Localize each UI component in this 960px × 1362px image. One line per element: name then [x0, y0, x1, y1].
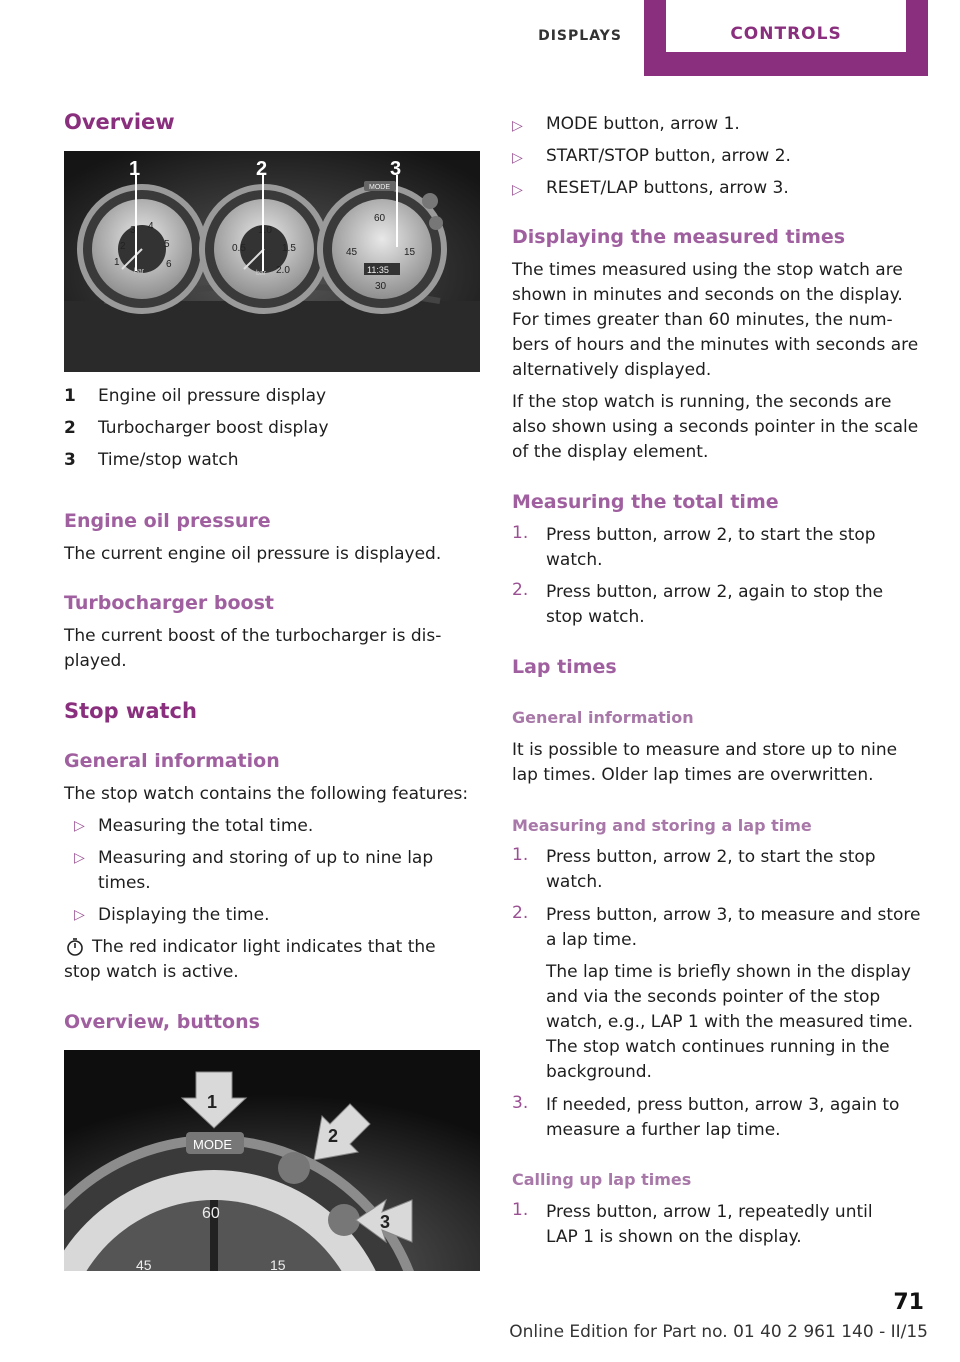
arrow-label-1: 1: [207, 1092, 218, 1112]
gauge3-tick: 30: [375, 281, 387, 292]
gauge2-unit: bar: [256, 270, 267, 277]
gauge1-tick: 3: [130, 225, 136, 236]
buttons-heading: Overview, buttons: [64, 1011, 260, 1033]
turbo-text-line: played.: [64, 651, 127, 671]
gauge3-time: 11:35: [367, 265, 389, 275]
overview-heading: Overview: [64, 110, 175, 134]
mode-label: MODE: [369, 184, 390, 191]
lap-general-heading: General information: [512, 708, 694, 727]
bullet-icon: ▷: [512, 182, 523, 198]
gauge1-tick: 6: [166, 259, 172, 270]
step-number: 2.: [512, 580, 529, 600]
feature-item: Displaying the time.: [98, 905, 270, 925]
note-line: and via the seconds pointer of the stop: [546, 987, 881, 1007]
step-line: a lap time.: [546, 930, 637, 950]
step-number: 1.: [512, 845, 529, 865]
gauge2-tick: 1.5: [282, 243, 296, 254]
gauge3-tick: 60: [374, 213, 386, 224]
stopwatch-icon: [66, 937, 84, 961]
arrow-label-3: 3: [380, 1212, 391, 1232]
tab-displays[interactable]: DISPLAYS: [516, 0, 644, 76]
figure-label-2: 2: [256, 158, 268, 180]
gauge1-tick: 5: [164, 239, 170, 250]
tab-controls-label: CONTROLS: [666, 0, 906, 52]
note-line: The stop watch continues running in the: [546, 1037, 890, 1057]
indicator-text-line: stop watch is active.: [64, 962, 239, 982]
step-line: Press button, arrow 2, to start the stop: [546, 847, 876, 867]
step-line: watch.: [546, 550, 603, 570]
gauge3-tick: 15: [404, 247, 416, 258]
lap-general-line: It is possible to measure and store up to nine: [512, 740, 898, 760]
note-line: The lap time is briefly shown in the display: [546, 962, 911, 982]
display-line: The times measured using the stop watch are: [512, 260, 903, 280]
features-intro: The stop watch contains the following features:: [64, 784, 469, 804]
button-list-item: START/STOP button, arrow 2.: [546, 146, 791, 166]
gauge1-tick: 2: [120, 241, 126, 252]
feature-item: Measuring the total time.: [98, 816, 314, 836]
turbo-heading: Turbocharger boost: [64, 592, 274, 614]
gauge2-tick: 2.0: [276, 265, 290, 276]
calling-heading: Calling up lap times: [512, 1170, 692, 1189]
oil-pressure-gauge: [80, 187, 204, 311]
bullet-icon: ▷: [74, 907, 85, 923]
general-info-heading: General information: [64, 750, 280, 772]
turbo-text-line: The current boost of the turbocharger is dis‐: [64, 626, 442, 646]
step-line: If needed, press button, arrow 3, again to: [546, 1095, 900, 1115]
page-number: 71: [893, 1290, 924, 1315]
total-time-heading: Measuring the total time: [512, 491, 779, 513]
dial-tick: 15: [270, 1257, 286, 1271]
gauge1-tick: 1: [114, 257, 120, 268]
indicator-text-line: The red indicator light indicates that the: [92, 937, 436, 957]
display-line: alternatively displayed.: [512, 360, 712, 380]
step-number: 1.: [512, 523, 529, 543]
running-line: also shown using a seconds pointer in the scale: [512, 417, 919, 437]
step-number: 2.: [512, 903, 529, 923]
step-line: Press button, arrow 2, again to stop the: [546, 582, 884, 602]
buttons-figure: [64, 1050, 480, 1271]
buttons-illustration: [64, 1050, 480, 1271]
display-heading: Displaying the measured times: [512, 226, 846, 248]
bullet-icon: ▷: [512, 150, 523, 166]
bullet-icon: ▷: [74, 818, 85, 834]
arrow-label-2: 2: [328, 1126, 339, 1146]
button-list-item: MODE button, arrow 1.: [546, 114, 740, 134]
footer-edition: Online Edition for Part no. 01 40 2 961 140 - II/15: [509, 1322, 928, 1342]
running-line: of the display element.: [512, 442, 709, 462]
step-line: Press button, arrow 2, to start the stop: [546, 525, 876, 545]
gauge1-tick: 4: [148, 221, 154, 232]
step-line: LAP 1 is shown on the display.: [546, 1227, 802, 1247]
header-tabs: [516, 0, 928, 76]
tab-controls[interactable]: [644, 0, 928, 76]
bullet-icon: ▷: [512, 118, 523, 134]
display-line: shown in minutes and seconds on the display.: [512, 285, 903, 305]
step-line: stop watch.: [546, 607, 645, 627]
legend-text-2: Turbocharger boost display: [98, 418, 329, 438]
dial-tick: 45: [136, 1257, 152, 1271]
feature-item: Measuring and storing of up to nine lap: [98, 848, 434, 868]
gauge2-tick: 1.0: [258, 225, 272, 236]
running-line: If the stop watch is running, the seconds are: [512, 392, 892, 412]
note-line: background.: [546, 1062, 652, 1082]
gauge3-tick: 45: [346, 247, 358, 258]
step-line: Press button, arrow 1, repeatedly until: [546, 1202, 873, 1222]
step-number: 3.: [512, 1093, 529, 1113]
gauges-illustration: [64, 151, 480, 372]
bullet-icon: ▷: [74, 850, 85, 866]
legend-num-3: 3: [64, 450, 76, 470]
display-line: For times greater than 60 minutes, the num‐: [512, 310, 893, 330]
step-line: Press button, arrow 3, to measure and store: [546, 905, 921, 925]
step-line: measure a further lap time.: [546, 1120, 781, 1140]
lap-times-heading: Lap times: [512, 656, 617, 678]
step-line: watch.: [546, 872, 603, 892]
storing-heading: Measuring and storing a lap time: [512, 816, 812, 835]
engine-oil-heading: Engine oil pressure: [64, 510, 271, 532]
legend-num-2: 2: [64, 418, 76, 438]
note-line: watch, e.g., LAP 1 with the measured time.: [546, 1012, 914, 1032]
legend-text-1: Engine oil pressure display: [98, 386, 327, 406]
gauge2-tick: 0.5: [232, 243, 246, 254]
mode-button-label: MODE: [193, 1137, 232, 1152]
step-number: 1.: [512, 1200, 529, 1220]
engine-oil-text: The current engine oil pressure is displayed.: [64, 544, 442, 564]
gauge1-unit: bar: [134, 268, 145, 275]
lap-general-line: lap times. Older lap times are overwritten.: [512, 765, 874, 785]
gauges-figure: [64, 151, 480, 372]
figure-label-1: 1: [129, 158, 141, 180]
dial-tick: 60: [202, 1205, 220, 1222]
stop-watch-heading: Stop watch: [64, 699, 197, 723]
legend-text-3: Time/stop watch: [98, 450, 239, 470]
display-line: bers of hours and the minutes with seconds are: [512, 335, 919, 355]
button-list-item: RESET/LAP buttons, arrow 3.: [546, 178, 789, 198]
feature-item-cont: times.: [98, 873, 151, 893]
legend-num-1: 1: [64, 386, 76, 406]
figure-label-3: 3: [390, 158, 402, 180]
